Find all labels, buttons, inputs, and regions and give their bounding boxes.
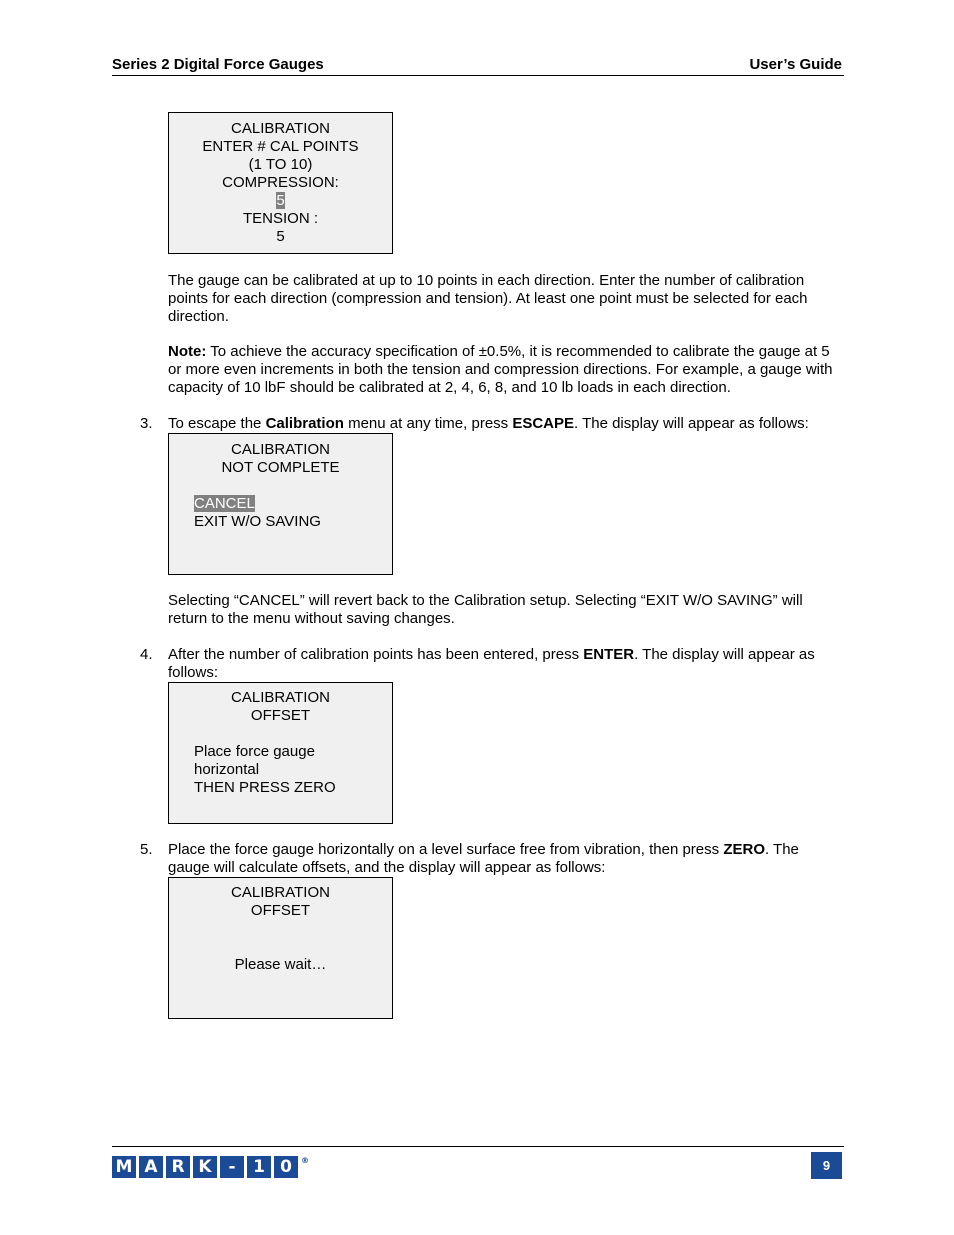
screen-line: CALIBRATION bbox=[231, 120, 330, 137]
screen-line: COMPRESSION: bbox=[222, 174, 339, 191]
step-number: 5. bbox=[140, 841, 153, 858]
paragraph-cal-points: The gauge can be calibrated at up to 10 points in each direction. Enter the number of calibration points for each direction (compression and tension). At least one point must be selected for each direction. bbox=[168, 272, 808, 325]
screen-line: OFFSET bbox=[250, 707, 311, 724]
footer-rule bbox=[112, 1146, 844, 1147]
step4-text: After the number of calibration points has been entered, press ENTER. The display will appear as follows: bbox=[168, 646, 815, 681]
step3-text: To escape the Calibration menu at any time, press ESCAPE. The display will appear as follows: bbox=[168, 415, 809, 432]
cancel-option-selected: CANCEL bbox=[194, 495, 255, 512]
note-label: Note: bbox=[168, 343, 207, 360]
paragraph-cancel-explanation: Selecting “CANCEL” will revert back to the Calibration setup. Selecting “EXIT W/O SAVING” will return to the menu without saving changes. bbox=[168, 592, 803, 627]
screen-line: (1 TO 10) bbox=[248, 156, 313, 173]
screen-line: Place force gauge bbox=[194, 743, 315, 760]
screen-line: Please wait… bbox=[234, 956, 327, 973]
step-number: 4. bbox=[140, 646, 153, 663]
header-title: Series 2 Digital Force Gauges bbox=[112, 56, 324, 73]
note-text: To achieve the accuracy specification of ±0.5%, it is recommended to calibrate the gauge at 5 or more even increments in both the tension and compression directions. For example, a gauge with capacity of 10 lbF should be calibrated at 2, 4, 6, 8, and 10 lb loads in each direction. bbox=[168, 343, 833, 396]
screen-line: horizontal bbox=[194, 761, 260, 778]
note-paragraph bbox=[168, 343, 844, 397]
screen-line: TENSION : bbox=[242, 210, 318, 227]
screen-line: CALIBRATION bbox=[231, 884, 330, 901]
mark-10-logo: M A R K - 1 0 ® bbox=[112, 1156, 309, 1178]
tension-value: 5 bbox=[276, 228, 285, 245]
screen-line: THEN PRESS ZERO bbox=[194, 779, 336, 796]
screen-line: CALIBRATION bbox=[231, 689, 330, 706]
screen-line: OFFSET bbox=[250, 902, 311, 919]
display-screen-cal-points bbox=[168, 112, 393, 254]
display-screen-offset-place bbox=[168, 682, 393, 824]
exit-without-saving-option: EXIT W/O SAVING bbox=[194, 513, 321, 530]
header-rule bbox=[112, 75, 844, 76]
step5-text: Place the force gauge horizontally on a level surface free from vibration, then press ZERO. The gauge will calculate offsets, and the display will appear as follows: bbox=[168, 841, 799, 876]
compression-value-selected: 5 bbox=[276, 192, 285, 209]
screen-line: NOT COMPLETE bbox=[221, 459, 340, 476]
display-screen-not-complete bbox=[168, 433, 393, 575]
screen-line: CALIBRATION bbox=[231, 441, 330, 458]
page-number: 9 bbox=[811, 1152, 842, 1179]
step-number: 3. bbox=[140, 415, 153, 432]
header-guide-label: User’s Guide bbox=[749, 56, 842, 73]
screen-line: ENTER # CAL POINTS bbox=[202, 138, 359, 155]
display-screen-please-wait bbox=[168, 877, 393, 1019]
